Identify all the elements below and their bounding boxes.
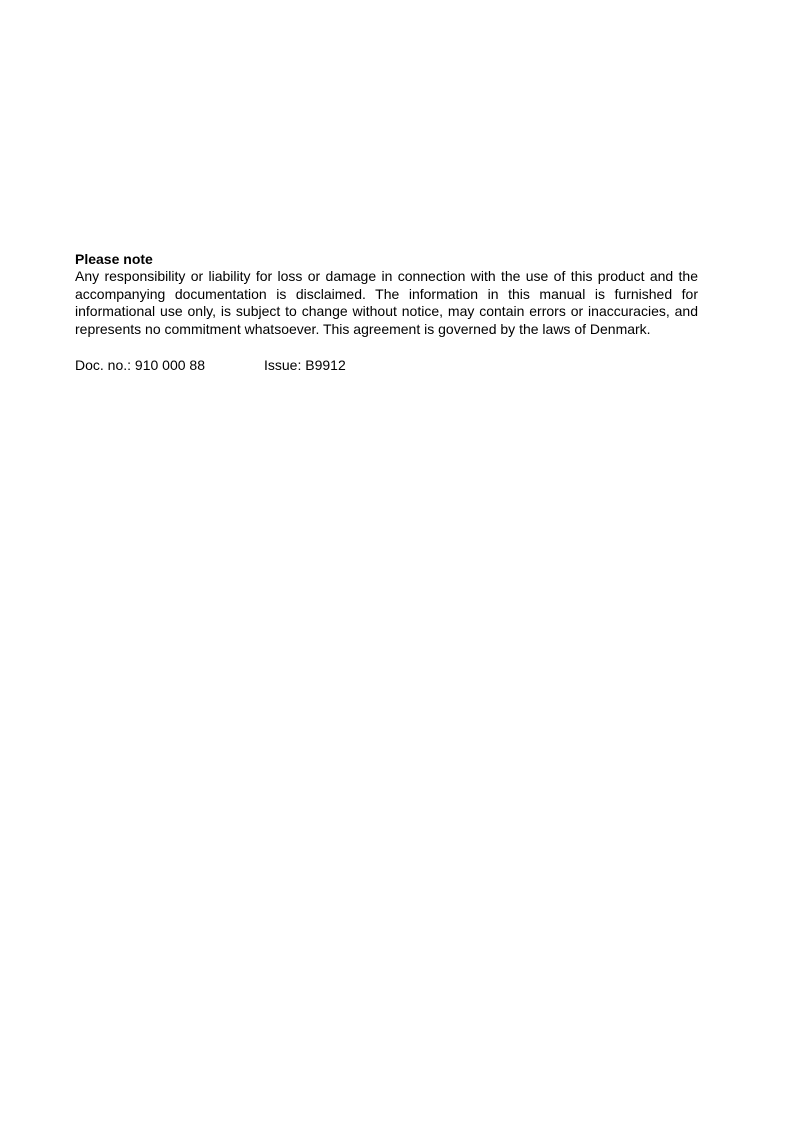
document-meta xyxy=(75,357,346,374)
disclaimer-text: Any responsibility or liability for loss or damage in connection with the use of this product and the accompanying documentation is disclaimed. The information in this manual is furnished for informational use only, is subject to change without notice, may contain errors or inaccuracies, and represents no commitment whatsoever. This agreement is governed by the laws of Denmark. xyxy=(75,268,698,337)
note-title: Please note xyxy=(75,251,153,267)
document-number: Doc. no.: 910 000 88 xyxy=(75,357,205,373)
disclaimer-block xyxy=(75,251,698,338)
issue-number: Issue: B9912 xyxy=(264,357,346,373)
